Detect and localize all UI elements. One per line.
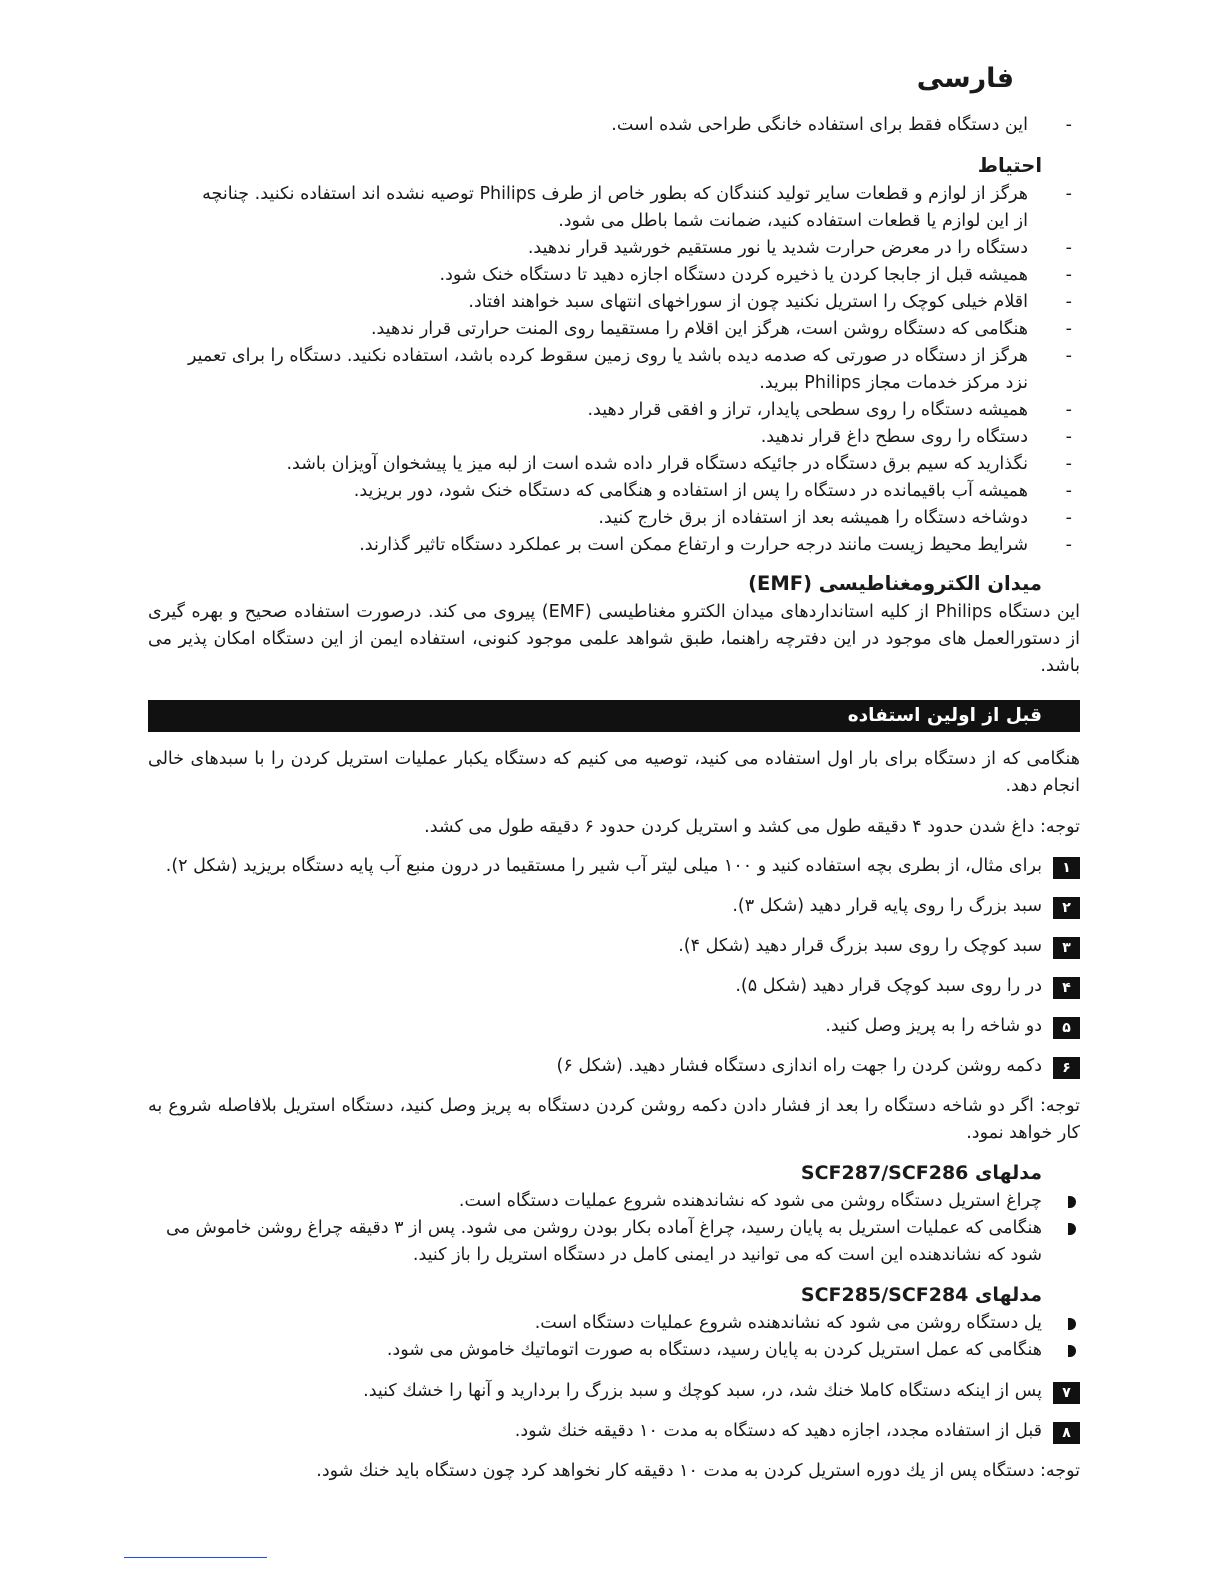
list-item: - دستگاه را روی سطح داغ قرار ندهید. — [186, 424, 1080, 451]
manual-page — [148, 62, 1080, 1499]
list-item: - این دستگاه فقط برای استفاده خانگی طراحی شده است. — [186, 112, 1080, 139]
step-number: ۱ — [1053, 857, 1080, 879]
list-item: - هرگز از لوازم و قطعات سایر تولید کنندگان که بطور خاص از طرف Philips توصیه نشده اند استفاده نکنید. چنانچه از این لوازم یا قطعات استفاده کنید، ضمانت شما باطل می شود. — [186, 181, 1080, 235]
model-list-2 — [148, 1310, 1080, 1364]
step-item — [148, 853, 1080, 880]
list-item: - همیشه دستگاه را روی سطحی پایدار، تراز و افقی قرار دهید. — [186, 397, 1080, 424]
first-use-intro: هنگامی که از دستگاه برای بار اول استفاده می کنید، توصیه می کنیم که دستگاه یکبار عملیات استریل کردن را با سبدهای خالی انجام دهد. — [148, 749, 1080, 796]
step-number: ۷ — [1053, 1382, 1080, 1404]
footer-rule — [124, 1557, 267, 1558]
steps-list-a — [148, 853, 1080, 1080]
step-number: ۸ — [1053, 1422, 1080, 1444]
list-item: - دوشاخه دستگاه را همیشه بعد از استفاده از برق خارج کنید. — [186, 505, 1080, 532]
bullet-item: یل دستگاه روشن می شود که نشاندهنده شروع عملیات دستگاه است. — [148, 1310, 1080, 1337]
steps-list-b — [148, 1378, 1080, 1445]
step-number: ۲ — [1053, 897, 1080, 919]
step-item — [148, 893, 1080, 920]
bullet-item: هنگامی که عمل استریل کردن به پایان رسید، دستگاه به صورت اتوماتیك خاموش می شود. — [148, 1337, 1080, 1364]
step-text: سبد کوچک را روی سبد بزرگ قرار دهید (شکل ۴). — [678, 936, 1042, 956]
note-warmup: توجه: داغ شدن حدود ۴ دقیقه طول می کشد و استریل کردن حدود ۶ دقیقه طول می کشد. — [424, 817, 1080, 837]
caution-list — [148, 181, 1080, 559]
bullet-item: هنگامی که عملیات استریل به پایان رسید، چراغ آماده بکار بودن روشن می شود. پس از ۳ دقیقه چراغ روشن خاموش می شود که نشاندهنده این است که می توانید در ایمنی کامل در دستگاه استریل را باز کنید. — [148, 1215, 1080, 1269]
step-item — [148, 973, 1080, 1000]
step-text: برای مثال، از بطری بچه استفاده کنید و ۱۰۰ میلی لیتر آب شیر را مستقیما در درون منبع آب پایه دستگاه بریزید (شکل ۲). — [165, 856, 1042, 876]
emf-heading: میدان الکترومغناطیسی (EMF) — [748, 572, 1042, 595]
list-item: - اقلام خیلی کوچک را استریل نکنید چون از سوراخهای انتهای سبد خواهند افتاد. — [186, 289, 1080, 316]
step-item — [148, 1378, 1080, 1405]
section-band — [148, 700, 1080, 732]
bullet-item: چراغ استریل دستگاه روشن می شود که نشاندهنده شروع عملیات دستگاه است. — [148, 1188, 1080, 1215]
list-item: - دستگاه را در معرض حرارت شدید یا نور مستقیم خورشید قرار ندهید. — [186, 235, 1080, 262]
step-number: ۵ — [1053, 1017, 1080, 1039]
step-item — [148, 1418, 1080, 1445]
list-item: - همیشه آب باقیمانده در دستگاه را پس از استفاده و هنگامی که دستگاه خنک شود، دور بریزید. — [186, 478, 1080, 505]
step-text: در را روی سبد کوچک قرار دهید (شکل ۵). — [735, 976, 1042, 996]
model-heading-2: مدلهای SCF285/SCF284 — [800, 1284, 1042, 1306]
caution-heading: احتیاط — [977, 154, 1042, 177]
step-text: سبد بزرگ را روی پایه قرار دهید (شکل ۳). — [732, 896, 1042, 916]
step-item — [148, 933, 1080, 960]
step-number: ۳ — [1053, 937, 1080, 959]
step-text: دو شاخه را به پریز وصل کنید. — [825, 1016, 1042, 1036]
list-item: - هرگز از دستگاه در صورتی که صدمه دیده باشد یا روی زمین سقوط کرده باشد، استفاده نکنید. دستگاه را برای تعمیر نزد مرکز خدمات مجاز Philips ببرید. — [186, 343, 1080, 397]
list-item: - هنگامی که دستگاه روشن است، هرگز این اقلام را مستقیما روی المنت حرارتی قرار ندهید. — [186, 316, 1080, 343]
before-first-use-heading: قبل از اولین استفاده — [847, 705, 1042, 726]
intro-list — [148, 112, 1080, 139]
list-item: - همیشه قبل از جابجا کردن یا ذخیره کردن دستگاه اجازه دهید تا دستگاه خنک شود. — [186, 262, 1080, 289]
step-item — [148, 1013, 1080, 1040]
note-plug: توجه: اگر دو شاخه دستگاه را بعد از فشار دادن دکمه روشن کردن دستگاه به پریز وصل کنید، دستگاه استریل بلافاصله شروع به کار خواهد نمود. — [148, 1096, 1080, 1143]
step-item — [148, 1053, 1080, 1080]
step-number: ۴ — [1053, 977, 1080, 999]
step-text: قبل از استفاده مجدد، اجازه دهید که دستگاه به مدت ۱۰ دقیقه خنك شود. — [514, 1421, 1042, 1441]
list-item: - نگذارید که سیم برق دستگاه در جائیکه دستگاه قرار داده شده است از لبه میز یا پیشخوان آویزان باشد. — [186, 451, 1080, 478]
emf-text: این دستگاه Philips از کلیه استانداردهای میدان الکترو مغناطیسی (EMF) پیروی می کند. درصورت استفاده صحیح و بهره گیری از دستورالعمل های موجود در این دفترچه راهنما، طبق شواهد علمی موجود کنونی، استفاده ایمن از این دستگاه امکان پذیر می باشد. — [148, 602, 1080, 676]
model-heading-1: مدلهای SCF287/SCF286 — [800, 1162, 1042, 1184]
step-text: پس از اینکه دستگاه کاملا خنك شد، در، سبد کوچك و سبد بزرگ را بردارید و آنها را خشك کنید. — [363, 1381, 1042, 1401]
list-item: - شرایط محیط زیست مانند درجه حرارت و ارتفاع ممکن است بر عملکرد دستگاه تاثیر گذارند. — [186, 532, 1080, 559]
model-list-1 — [148, 1188, 1080, 1269]
note-cooldown: توجه: دستگاه پس از یك دوره استریل کردن به مدت ۱۰ دقیقه کار نخواهد کرد چون دستگاه باید خنك شود. — [316, 1461, 1080, 1481]
step-text: دکمه روشن کردن را جهت راه اندازی دستگاه فشار دهید. (شکل ۶) — [556, 1056, 1042, 1076]
step-number: ۶ — [1053, 1057, 1080, 1079]
page-title: فارسی — [916, 63, 1014, 94]
